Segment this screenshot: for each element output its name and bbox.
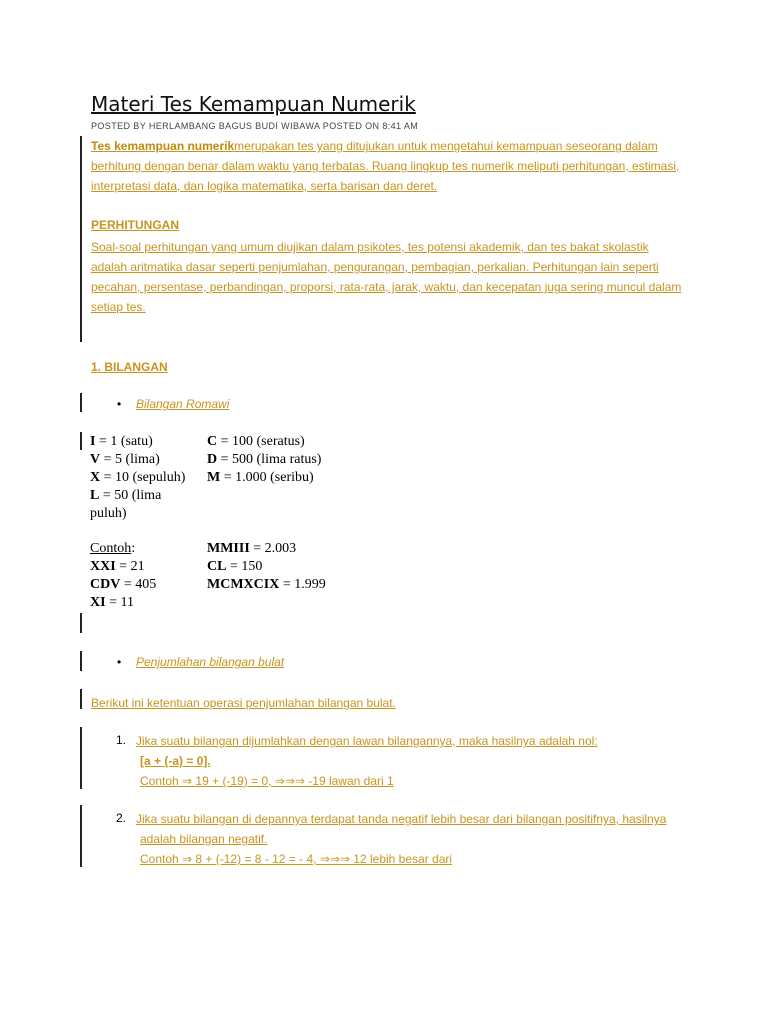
example-row: XXI = 21 (90, 559, 145, 574)
page-title: Materi Tes Kemampuan Numerik (91, 92, 416, 116)
margin-bar (80, 136, 82, 342)
bullet-dot: • (117, 655, 122, 669)
rule-example: Contoh ⇒ 19 + (-19) = 0, ⇒⇒⇒ -19 lawan dari 1 (140, 774, 394, 788)
rule-line: Jika suatu bilangan di depannya terdapat tanda negatif lebih besar dari bilangan positifnya, hasilnya (136, 812, 667, 826)
intro-line: berhitung dengan benar dalam waktu yang terbatas. Ruang lingkup tes numerik meliputi perhitungan, estimasi, (91, 159, 680, 173)
bullet-dot: • (117, 397, 122, 411)
rule-number: 1. (116, 733, 127, 747)
section-heading-perhitungan: PERHITUNGAN (91, 218, 180, 232)
paragraph-line: adalah aritmatika dasar seperti penjumlahan, pengurangan, pembagian, perkalian. Perhitungan lain seperti (91, 260, 659, 274)
berikut-line: Berikut ini ketentuan operasi penjumlahan bilangan bulat. (91, 696, 396, 710)
example-row: CDV = 405 (90, 577, 157, 592)
example-row: XI = 11 (90, 595, 134, 610)
margin-bar (80, 393, 82, 412)
roman-row: X = 10 (sepuluh) (90, 470, 186, 485)
roman-row: puluh) (90, 506, 127, 521)
rule-example: Contoh ⇒ 8 + (-12) = 8 - 12 = - 4, ⇒⇒⇒ 12 lebih besar dari (140, 852, 453, 866)
rule-line: adalah bilangan negatif. (140, 832, 268, 846)
roman-row: C = 100 (seratus) (207, 434, 305, 449)
post-byline: POSTED BY HERLAMBANG BAGUS BUDI WIBAWA POSTED ON 8:41 AM (91, 121, 419, 131)
intro-bold: Tes kemampuan numerik (91, 139, 235, 153)
paragraph-line: pecahan, persentase, perbandingan, proporsi, rata-rata, jarak, waktu, dan kecepatan juga sering muncul dalam (91, 280, 682, 294)
contoh-label: Contoh: (90, 541, 136, 556)
roman-row: M = 1.000 (seribu) (207, 470, 314, 485)
example-row: MCMXCIX = 1.999 (207, 577, 326, 592)
margin-bar (80, 432, 82, 450)
margin-bar (80, 613, 82, 633)
roman-row: I = 1 (satu) (90, 434, 153, 449)
rule-line: Jika suatu bilangan dijumlahkan dengan lawan bilangannya, maka hasilnya adalah nol: (136, 734, 598, 748)
example-row: MMIII = 2.003 (207, 541, 297, 556)
paragraph-line: setiap tes. (91, 300, 146, 314)
intro-line: Tes kemampuan numerikmerupakan tes yang ditujukan untuk mengetahui kemampuan seseorang dalam (91, 139, 658, 153)
margin-bar (80, 805, 82, 867)
example-row: CL = 150 (207, 559, 263, 574)
margin-bar (80, 727, 82, 789)
rule-formula: [a + (-a) = 0]. (140, 754, 211, 768)
roman-row: L = 50 (lima (90, 488, 162, 503)
margin-bar (80, 651, 82, 671)
paragraph-line: Soal-soal perhitungan yang umum diujikan dalam psikotes, tes potensi akademik, dan tes bakat skolastik (91, 240, 649, 254)
rule-number: 2. (116, 811, 127, 825)
section-heading-bilangan: 1. BILANGAN (91, 360, 168, 374)
bullet-romawi[interactable]: Bilangan Romawi (136, 397, 230, 411)
margin-bar (80, 689, 82, 709)
bullet-penjumlahan[interactable]: Penjumlahan bilangan bulat (136, 655, 285, 669)
roman-row: V = 5 (lima) (90, 452, 160, 467)
intro-line: interpretasi data, dan logika matematika, serta barisan dan deret. (91, 179, 438, 193)
roman-row: D = 500 (lima ratus) (207, 452, 322, 467)
